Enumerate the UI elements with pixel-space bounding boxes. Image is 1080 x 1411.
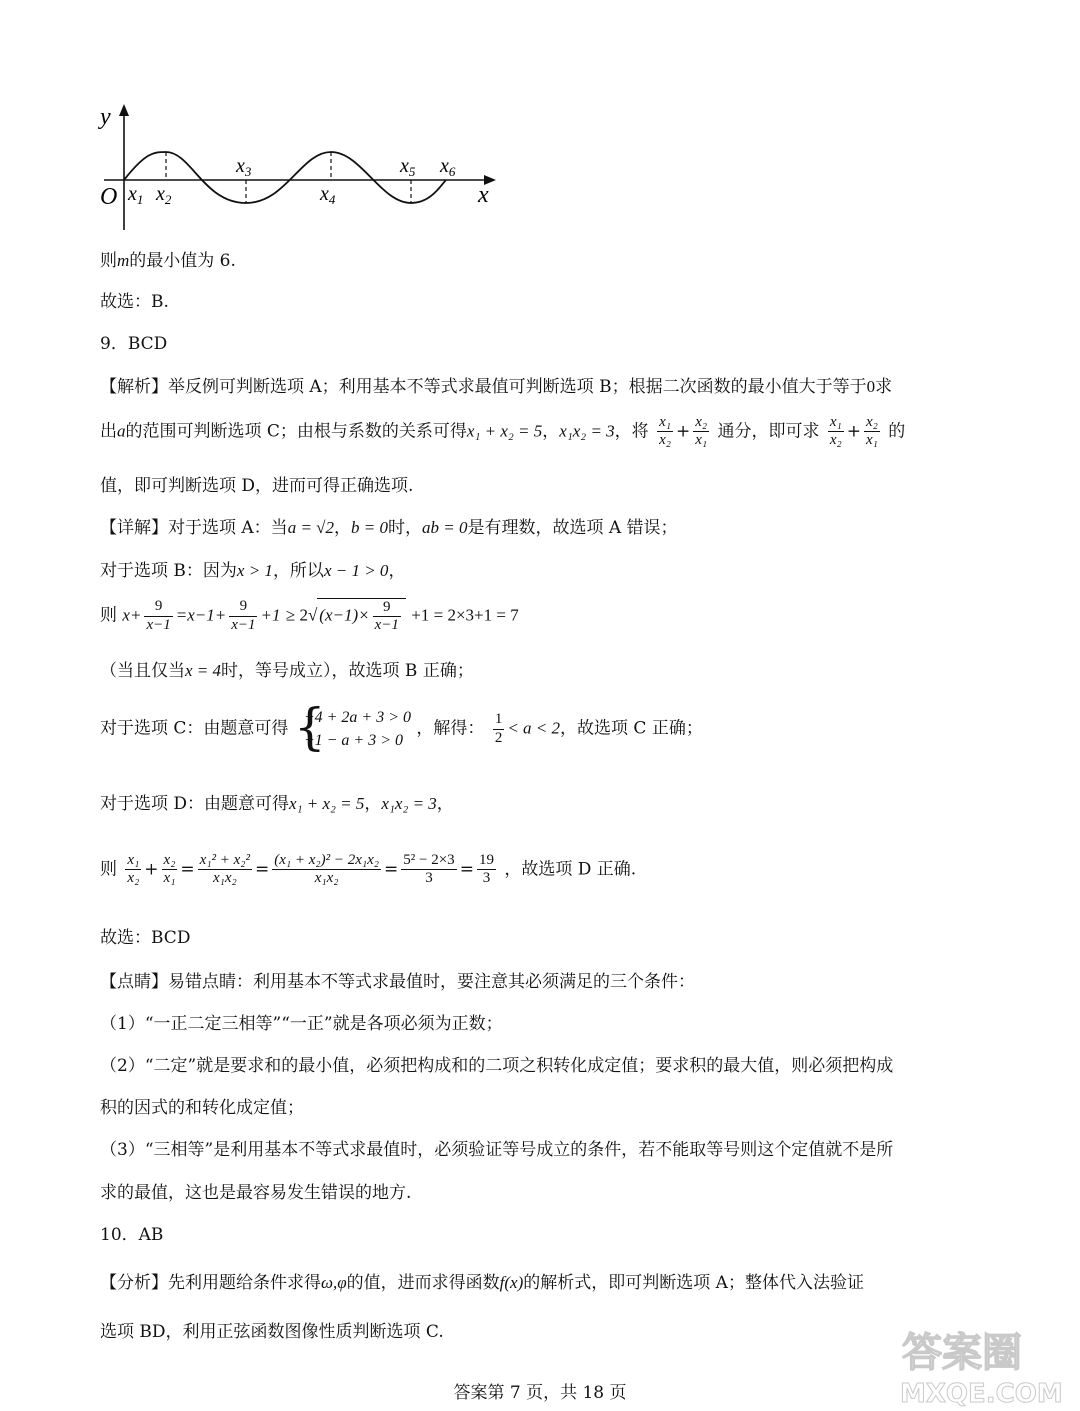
line-choose-b: 故选：B.	[100, 292, 169, 312]
q9-answer: 故选：BCD	[100, 928, 191, 948]
q9-detail-d: 对于选项 D：由题意可得x₁ + x₂ = 5，x₁x₂ = 3，	[100, 794, 454, 814]
q9-tip-1: （1）“一正二定三相等”“一正”就是各项必须为正数；	[100, 1014, 503, 1034]
q9-tip-3: （3）“三相等”是利用基本不等式求最值时，必须验证等号成立的条件，若不能取等号则这个定值就不是所	[100, 1140, 894, 1160]
q9-tip-title: 【点睛】易错点睛：利用基本不等式求最值时，要注意其必须满足的三个条件：	[100, 972, 695, 992]
line-min-m: 则m的最小值为 6.	[100, 251, 236, 271]
watermark-logo	[900, 1318, 1070, 1408]
q9-tip-2: （2）“二定”就是要求和的最小值，必须把构成和的二项之积转化成定值；要求积的最大值，则必须把构成	[100, 1056, 894, 1076]
q9-tip-2b: 积的因式的和转化成定值；	[100, 1098, 304, 1118]
x2-label: $x_2$	[156, 183, 172, 207]
q9-analysis-2: 出a的范围可判断选项 C；由根与系数的关系可得x₁ + x₂ = 5，x₁x₂ = 3，将 $\frac{\text{x₁}}{\text{x₂}}$ + $\frac{\text{x₂}}{\text{x₁}}$ 通分，即可求 $\frac{\text{x₁}}{\text{x₂}}$ + $\frac{\text{x₂}}{\text{x₁}}$ 的	[100, 414, 906, 449]
q9-detail-b-eq: （当且仅当x = 4时，等号成立），故选项 B 正确；	[100, 661, 474, 681]
origin-label: O	[100, 184, 118, 210]
svg-text:MXQE.COM: MXQE.COM	[900, 1379, 1063, 1408]
x3-label: $x_3$	[236, 155, 252, 179]
q10-heading: 10．AB	[100, 1225, 164, 1245]
frac-x2-x1-b: $\frac{\text{x₂}}{\text{x₁}}$	[866, 414, 878, 449]
q9-detail-a: 【详解】对于选项 A：当a = √2，b = 0时，ab = 0是有理数，故选项 A 错误；	[100, 518, 678, 538]
frac-x1-x2-b: $\frac{\text{x₁}}{\text{x₂}}$	[829, 414, 842, 449]
q9-tip-3b: 求的最值，这也是最容易发生错误的地方.	[100, 1183, 412, 1203]
frac-x2-x1: $\frac{\text{x₂}}{\text{x₁}}$	[695, 414, 708, 449]
x4-label: $x_4$	[320, 183, 336, 207]
inequality-system: { −4 + 2a + 3 > 0 −1 − a + 3 > 0	[293, 698, 412, 756]
y-axis-label: y	[100, 104, 111, 130]
q9-detail-c: 对于选项 C：由题意可得 { −4 + 2a + 3 > 0 −1 − a + 3 > 0 ，解得： $\frac{1}{2}$ < a < 2，故选项 C 正确；	[100, 698, 703, 756]
page-footer: 答案第 7 页，共 18 页	[453, 1383, 627, 1403]
q10-analysis-1: 【分析】先利用题给条件求得ω,φ的值，进而求得函数f(x)的解析式，即可判断选项 A；整体代入法验证	[100, 1273, 864, 1293]
svg-text:答案圈: 答案圈	[902, 1330, 1022, 1376]
q9-detail-b: 对于选项 B：因为x > 1，所以x − 1 > 0，	[100, 561, 406, 581]
q10-analysis-2: 选项 BD，利用正弦函数图像性质判断选项 C.	[100, 1322, 444, 1342]
q9-heading: 9．BCD	[100, 334, 168, 354]
q9-detail-b-ineq: 则 x+ $\frac{9}{x-1}$ =x−1+ $\frac{9}{x-1}$ +1 ≥ 2√ (x−1)× $\frac{9}{x-1}$ +1 = 2×3+1 = 7	[100, 598, 519, 634]
q9-analysis-1: 【解析】举反例可判断选项 A；利用基本不等式求最值可判断选项 B；根据二次函数的最小值大于等于0求	[100, 377, 893, 397]
q9-detail-d-calc: 则 $\frac{\text{x₁}}{\text{x₂}}$ + $\frac{\text{x₂}}{\text{x₁}}$ = $\frac{\text{x₁² + x₂²}}{\text{x₁x₂}}$ = $\frac{\text{(x₁ + x₂)² − 2x₁x₂}}{\text{x₁x₂}}$ = $\frac{\text{5² − 2×3}}{3}$ = $\frac{19}{3}$ ，故选项 D 正确.	[100, 852, 637, 887]
x6-label: $x_6$	[440, 155, 456, 179]
q9-analysis-3: 值，即可判断选项 D，进而可得正确选项.	[100, 476, 414, 496]
x-axis-label: x	[478, 182, 489, 208]
x5-label: $x_5$	[400, 155, 416, 179]
sine-graph	[96, 100, 506, 240]
frac-x1-x2: $\frac{\text{x₁}}{\text{x₂}}$	[659, 414, 671, 449]
x1-label: $x_1$	[128, 183, 144, 207]
